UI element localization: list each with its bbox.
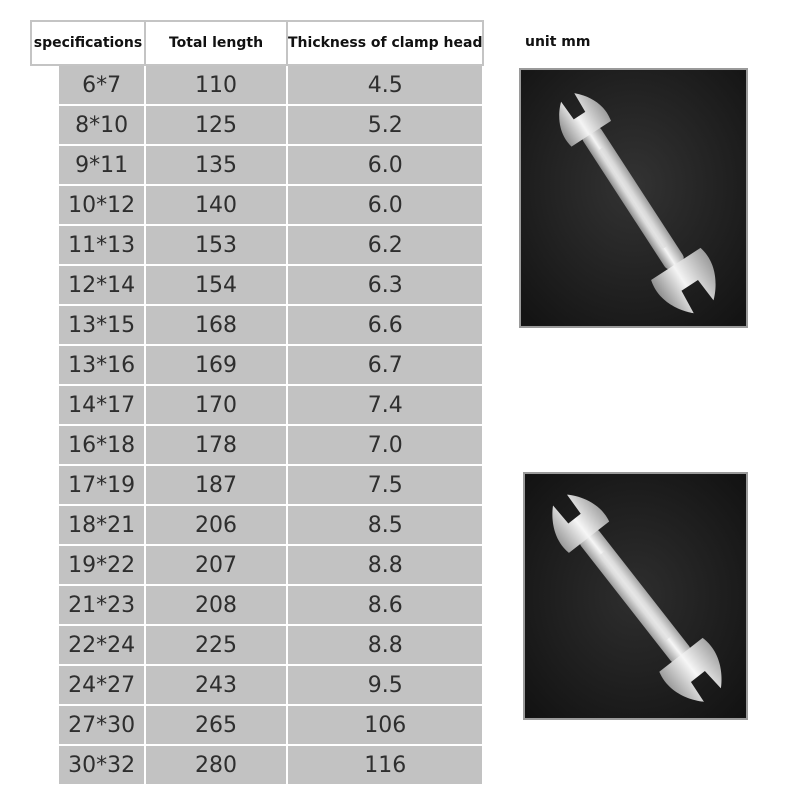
row-spacer bbox=[31, 545, 59, 585]
cell-length: 125 bbox=[145, 105, 287, 145]
table-row bbox=[31, 345, 483, 385]
cell-thickness: 8.8 bbox=[287, 625, 483, 665]
table-body bbox=[31, 65, 483, 785]
table-row bbox=[31, 585, 483, 625]
table-row bbox=[31, 665, 483, 705]
cell-thickness: 116 bbox=[287, 745, 483, 785]
cell-spec: 14*17 bbox=[59, 385, 145, 425]
cell-length: 206 bbox=[145, 505, 287, 545]
cell-spec: 11*13 bbox=[59, 225, 145, 265]
cell-length: 110 bbox=[145, 65, 287, 105]
cell-spec: 13*15 bbox=[59, 305, 145, 345]
cell-spec: 22*24 bbox=[59, 625, 145, 665]
cell-spec: 12*14 bbox=[59, 265, 145, 305]
cell-thickness: 6.0 bbox=[287, 185, 483, 225]
cell-length: 280 bbox=[145, 745, 287, 785]
row-spacer bbox=[31, 385, 59, 425]
cell-thickness: 4.5 bbox=[287, 65, 483, 105]
cell-thickness: 8.8 bbox=[287, 545, 483, 585]
row-spacer bbox=[31, 105, 59, 145]
header-specifications: specifications bbox=[31, 21, 145, 65]
cell-thickness: 6.3 bbox=[287, 265, 483, 305]
cell-spec: 19*22 bbox=[59, 545, 145, 585]
table-row bbox=[31, 465, 483, 505]
cell-length: 187 bbox=[145, 465, 287, 505]
cell-length: 178 bbox=[145, 425, 287, 465]
wrench-photo-top bbox=[519, 68, 748, 328]
row-spacer bbox=[31, 225, 59, 265]
table-row bbox=[31, 385, 483, 425]
row-spacer bbox=[31, 425, 59, 465]
cell-thickness: 106 bbox=[287, 705, 483, 745]
table-row bbox=[31, 505, 483, 545]
cell-thickness: 7.4 bbox=[287, 385, 483, 425]
table-row bbox=[31, 625, 483, 665]
table-row bbox=[31, 745, 483, 785]
row-spacer bbox=[31, 145, 59, 185]
cell-thickness: 6.0 bbox=[287, 145, 483, 185]
row-spacer bbox=[31, 745, 59, 785]
cell-spec: 8*10 bbox=[59, 105, 145, 145]
cell-length: 265 bbox=[145, 705, 287, 745]
row-spacer bbox=[31, 345, 59, 385]
cell-thickness: 6.2 bbox=[287, 225, 483, 265]
cell-length: 207 bbox=[145, 545, 287, 585]
cell-length: 154 bbox=[145, 265, 287, 305]
cell-spec: 21*23 bbox=[59, 585, 145, 625]
header-thickness: Thickness of clamp head bbox=[287, 21, 483, 65]
cell-thickness: 6.7 bbox=[287, 345, 483, 385]
row-spacer bbox=[31, 625, 59, 665]
row-spacer bbox=[31, 305, 59, 345]
cell-spec: 30*32 bbox=[59, 745, 145, 785]
cell-length: 170 bbox=[145, 385, 287, 425]
cell-spec: 16*18 bbox=[59, 425, 145, 465]
cell-spec: 9*11 bbox=[59, 145, 145, 185]
header-total-length: Total length bbox=[145, 21, 287, 65]
cell-thickness: 8.6 bbox=[287, 585, 483, 625]
table-row bbox=[31, 105, 483, 145]
row-spacer bbox=[31, 185, 59, 225]
unit-label: unit mm bbox=[525, 34, 591, 50]
table-row bbox=[31, 225, 483, 265]
row-spacer bbox=[31, 665, 59, 705]
cell-thickness: 8.5 bbox=[287, 505, 483, 545]
cell-spec: 18*21 bbox=[59, 505, 145, 545]
cell-length: 135 bbox=[145, 145, 287, 185]
table-row bbox=[31, 145, 483, 185]
wrench-icon bbox=[521, 70, 746, 326]
cell-length: 243 bbox=[145, 665, 287, 705]
table-row bbox=[31, 545, 483, 585]
cell-length: 153 bbox=[145, 225, 287, 265]
cell-length: 168 bbox=[145, 305, 287, 345]
cell-thickness: 9.5 bbox=[287, 665, 483, 705]
table-row bbox=[31, 265, 483, 305]
table-row bbox=[31, 705, 483, 745]
wrench-icon bbox=[525, 474, 746, 718]
cell-thickness: 5.2 bbox=[287, 105, 483, 145]
table-row bbox=[31, 305, 483, 345]
cell-length: 225 bbox=[145, 625, 287, 665]
cell-spec: 10*12 bbox=[59, 185, 145, 225]
table-header-row bbox=[31, 21, 483, 65]
spec-table bbox=[30, 20, 484, 786]
row-spacer bbox=[31, 585, 59, 625]
cell-spec: 17*19 bbox=[59, 465, 145, 505]
table-row bbox=[31, 65, 483, 105]
row-spacer bbox=[31, 505, 59, 545]
cell-length: 140 bbox=[145, 185, 287, 225]
table-row bbox=[31, 425, 483, 465]
cell-spec: 13*16 bbox=[59, 345, 145, 385]
row-spacer bbox=[31, 705, 59, 745]
cell-spec: 6*7 bbox=[59, 65, 145, 105]
cell-thickness: 6.6 bbox=[287, 305, 483, 345]
wrench-photo-bottom bbox=[523, 472, 748, 720]
cell-spec: 27*30 bbox=[59, 705, 145, 745]
row-spacer bbox=[31, 465, 59, 505]
cell-spec: 24*27 bbox=[59, 665, 145, 705]
cell-length: 169 bbox=[145, 345, 287, 385]
cell-length: 208 bbox=[145, 585, 287, 625]
row-spacer bbox=[31, 265, 59, 305]
row-spacer bbox=[31, 65, 59, 105]
table-row bbox=[31, 185, 483, 225]
cell-thickness: 7.5 bbox=[287, 465, 483, 505]
cell-thickness: 7.0 bbox=[287, 425, 483, 465]
